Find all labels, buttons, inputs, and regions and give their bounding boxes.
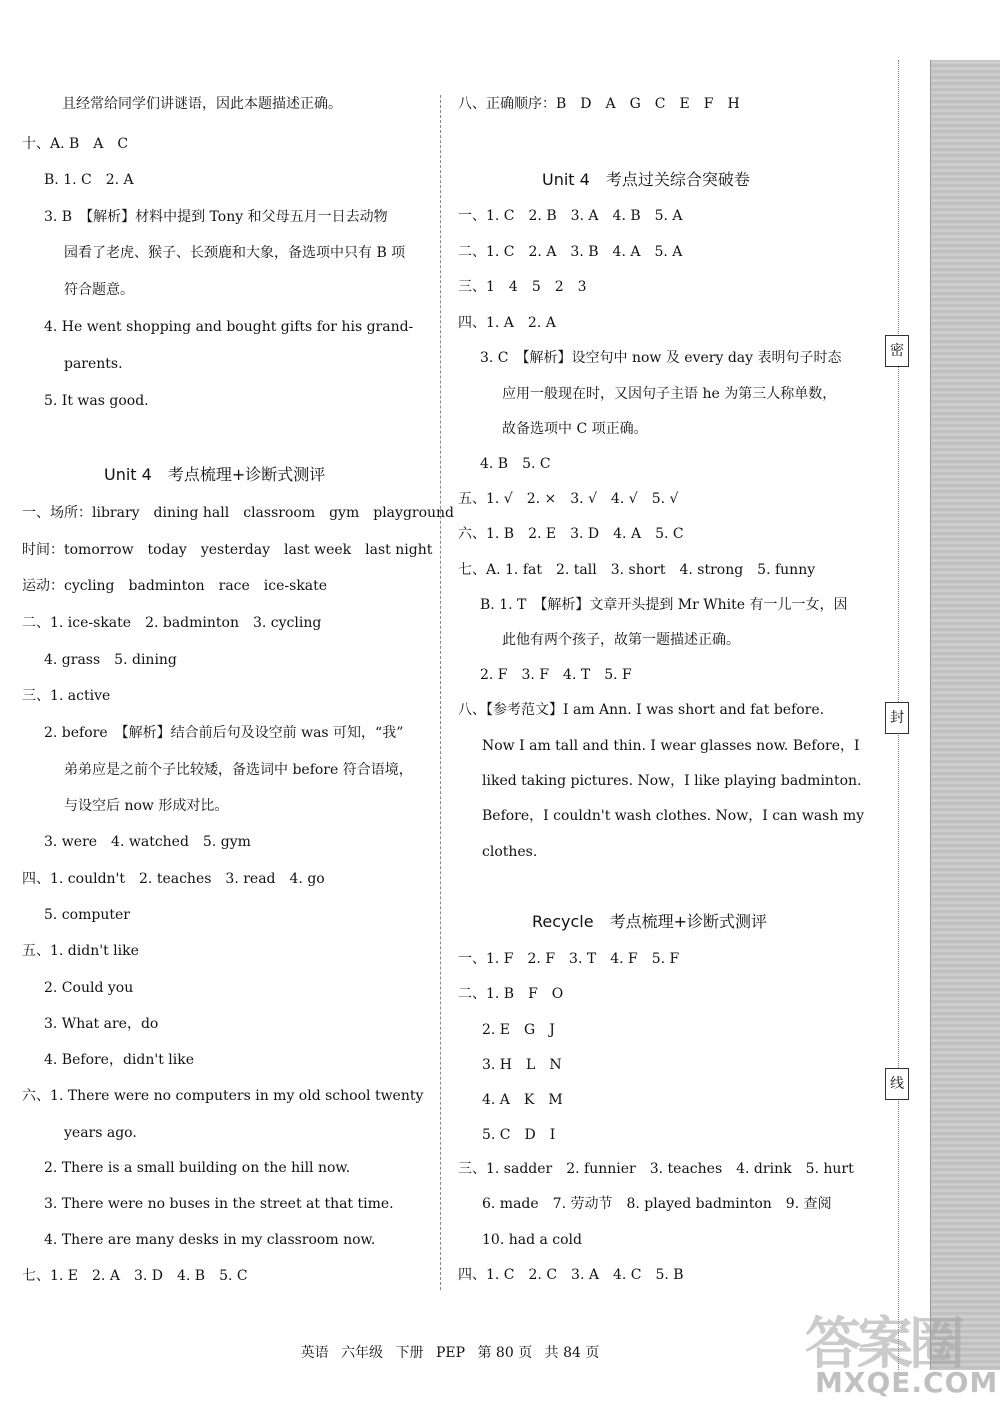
answer-line: 2. E G J [482,1022,555,1038]
answer-line: liked taking pictures. Now，I like playing badminton. [482,773,862,789]
seal-mark: 封 [885,702,909,734]
answer-line: 3. C 【解析】设空句中 now 及 every day 表明句子时态 [480,350,842,366]
footer-grade: 六年级 [341,1345,384,1361]
footer-page: 第 80 页 [477,1345,533,1361]
section-heading: Unit 4 考点过关综合突破卷 [542,170,750,189]
seal-mark: 线 [885,1068,909,1100]
answer-line: 七、A. 1. fat 2. tall 3. short 4. strong 5. funny [458,562,816,578]
footer-subject: 英语 [300,1345,329,1361]
answer-line: 二、1. ice-skate 2. badminton 3. cycling [22,615,322,631]
answer-line: 六、1. B 2. E 3. D 4. A 5. C [458,526,684,542]
answer-line: 4. B 5. C [480,456,551,472]
footer-total: 共 84 页 [544,1345,600,1361]
answer-line: Before，I couldn't wash clothes. Now，I can wash my [482,808,865,824]
answer-line: 3. were 4. watched 5. gym [44,834,251,850]
answer-line: 弟弟应是之前个子比较矮，备选词中 before 符合语境， [64,762,413,778]
answer-line: 三、1 4 5 2 3 [458,279,587,295]
footer-volume: 下册 [395,1345,424,1361]
answer-line: 4. He went shopping and bought gifts for his grand- [44,319,414,335]
answer-line: 四、1. C 2. C 3. A 4. C 5. B [458,1267,684,1283]
answer-line: 4. Before，didn't like [44,1052,195,1068]
answer-line: 一、场所：library dining hall classroom gym playground [22,505,455,521]
watermark-logo: 答案圈 [805,1312,961,1377]
answer-line: 10. had a cold [482,1232,582,1248]
answer-line: 3. H L N [482,1057,562,1073]
answer-line: 五、1. didn't like [22,943,139,959]
answer-line: 3. There were no buses in the street at that time. [44,1196,394,1212]
answer-line: parents. [64,356,123,372]
answer-line: Now I am tall and thin. I wear glasses now. Before，I [482,738,860,754]
answer-line: 5. It was good. [44,393,149,409]
answer-line: 五、1. √ 2. × 3. √ 4. √ 5. √ [458,491,679,507]
answer-line: clothes. [482,844,538,860]
answer-line: 6. made 7. 劳动节 8. played badminton 9. 查阅 [482,1196,832,1212]
answer-line: 符合题意。 [64,282,134,298]
answer-line: 二、1. B F O [458,986,564,1002]
answer-line: 八、【参考范文】I am Ann. I was short and fat before. [458,702,825,718]
answer-line: 此他有两个孩子，故第一题描述正确。 [502,632,740,648]
footer-edition: PEP [435,1345,466,1361]
column-divider [440,95,441,1290]
answer-line: 四、1. A 2. A [458,315,556,331]
answer-line: 四、1. couldn't 2. teaches 3. read 4. go [22,871,325,887]
answer-line: 3. B 【解析】材料中提到 Tony 和父母五月一日去动物 [44,209,388,225]
answer-line: 4. There are many desks in my classroom now. [44,1232,376,1248]
answer-line: 三、1. sadder 2. funnier 3. teaches 4. drink 5. hurt [458,1161,854,1177]
watermark [805,1300,1000,1404]
answer-line: 应用一般现在时，又因句子主语 he 为第三人称单数， [502,386,837,402]
answer-line: 八、正确顺序：B D A G C E F H [458,96,740,112]
answer-line: B. 1. C 2. A [44,172,134,188]
answer-line: 一、1. F 2. F 3. T 4. F 5. F [458,951,680,967]
answer-line: 2. F 3. F 4. T 5. F [480,667,632,683]
answer-line: 2. before 【解析】结合前后句及设空前 was 可知，“我” [44,725,404,741]
answer-line: 时间：tomorrow today yesterday last week last night [22,542,433,558]
answer-line: 园看了老虎、猴子、长颈鹿和大象，备选项中只有 B 项 [64,245,406,261]
answer-line: 运动：cycling badminton race ice-skate [22,578,328,594]
answer-line: 3. What are，do [44,1016,159,1032]
answer-line: 5. C D I [482,1127,556,1143]
seal-mark: 密 [885,335,909,367]
section-heading: Unit 4 考点梳理+诊断式测评 [104,465,326,484]
answer-line: years ago. [64,1125,137,1141]
answer-line: 故备选项中 C 项正确。 [502,421,648,437]
answer-line: B. 1. T 【解析】文章开头提到 Mr White 有一儿一女，因 [480,597,848,613]
answer-line: 与设空后 now 形成对比。 [64,798,229,814]
answer-line: 三、1. active [22,688,111,704]
answer-line: 5. computer [44,907,130,923]
section-heading: Recycle 考点梳理+诊断式测评 [532,912,768,931]
answer-line: 六、1. There were no computers in my old school twenty [22,1088,424,1104]
answer-line: 4. grass 5. dining [44,652,177,668]
answer-line: 2. Could you [44,980,134,996]
answer-line: 二、1. C 2. A 3. B 4. A 5. A [458,244,683,260]
answer-line: 且经常给同学们讲谜语，因此本题描述正确。 [62,96,342,112]
answer-line: 2. There is a small building on the hill now. [44,1160,351,1176]
page-edge-band [930,60,1000,1370]
answer-line: 4. A K M [482,1092,563,1108]
answer-line: 十、A. B A C [22,136,129,152]
answer-line: 一、1. C 2. B 3. A 4. B 5. A [458,208,683,224]
page-footer [0,1342,900,1362]
answer-line: 七、1. E 2. A 3. D 4. B 5. C [22,1268,248,1284]
watermark-url: MXQE.COM [815,1366,999,1399]
